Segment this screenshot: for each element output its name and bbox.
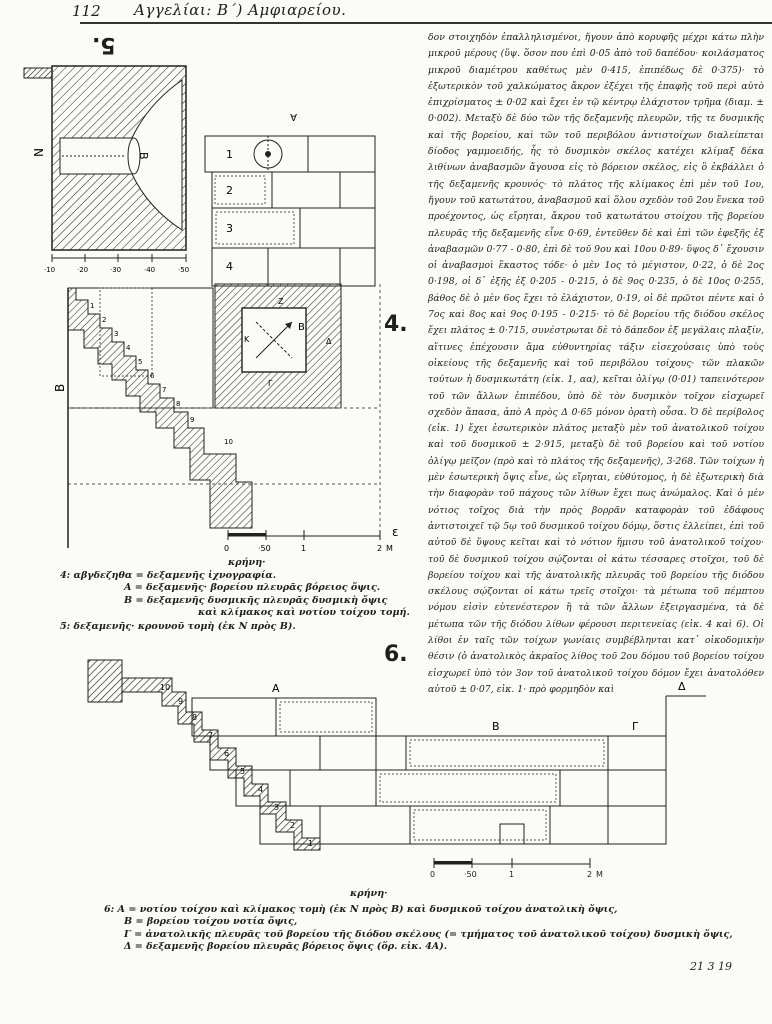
header-rule (80, 22, 772, 24)
fig4-course-number: 1 (226, 148, 233, 161)
fig6-step-number: 5 (240, 767, 246, 776)
fig4-scale-tick: 0 (224, 544, 230, 553)
fig4-label-e: ε (392, 525, 399, 539)
fig4-step-number: 4 (126, 344, 131, 352)
body-paragraph: δον στοιχηδὸν ἐπαλληλισμένοι, ἤγουν ἀπὸ κορυφῆς μέχρι κάτω πλὴν μικροῦ μέρους (ὕψ. ὅσον που ἐπὶ 0·05 ἀπὸ τοῦ δαπέδου· κοιλάσματος μικροῦ διαμέτρου καθέτως μὲν 0·415, ἐπιπέδως δὲ 0·375)· τὸ ἐξωτερικὸν τοῦ χαλκώματος ἄκρον ἐξέχει τῆς ἐπαφῆς τοῦ περὶ αὐτὸ ἐπιχρίσματος ± 0·02 καὶ ἔχει ἐν τῷ κέντρῳ ἐλάχιστον τρῆμα (διαμ. ± 0·002). Μεταξὺ δὲ δύο τῶν τῆς δεξαμενῆς πλευρῶν, τῆς τε δυσμικῆς καὶ τῆς βορείου, καὶ τῶν τοῦ περιβόλου ἀντιστοίχων διαλείπεται δίοδος γαμμοειδής, ἧς τὸ δυσμικὸν σκέλος κατέχει κλίμαξ δέκα λιθίνων ἀναβασμῶν ἄγουσα εἰς τὸ βόρειον σκέλος, εἰς ὃ ἐκβάλλει ὁ τῆς δεξαμενῆς κρουνός· τὸ πλάτος τῆς κλίμακος ἐπὶ μὲν τοῦ 1ου, ἤγουν τοῦ κατωτάτου, ἀναβασμοῦ καὶ ὅλου σχεδὸν τοῦ 2ου ἕνεκα τοῦ προέχοντος, ὡς εἴρηται, ἄκρου τοῦ κατωτάτου στοίχου τῆς βορείου πλευρᾶς τῆς δεξαμενῆς εἶνε 0·69, ἐντεῦθεν δὲ καὶ ἐπὶ τῶν ἐφεξῆς ἐξ ἀναβασμῶν 0·77 - 0·80, ἐπὶ δὲ τοῦ 9ου καὶ 10ου 0·89· ὕψος δ᾽ ἔχουσιν οἱ ἀναβασμοὶ ἕκαστος τόδε· ὁ μὲν 1ος τὸ μέγιστον, 0·22, ὁ δὲ 2ος 0·198, οἱ δ᾽ ἐξῆς ἐξ 0·205 - 0·215, ὁ δὲ 9ος 0·235, ὁ δὲ 10ος 0·255, βάθος δὲ ὁ μὲν 6ος ἔχει τὸ ἐλάχιστον, 0·19, οἱ δὲ πρῶτοι πέντε καὶ ὁ 7ος καὶ 8ος καὶ 9ος 0·195 - 0·215· τὸ δὲ βορείου τῆς διόδου σκέλος ἔχει πλάτος ± 0·715, συνέστρωται δὲ τὸ δάπεδον ἐξ μεγάλαις πλαξίν, αἵτινες ἐπέχουσιν ἅμα εὐθυντηρίας τάξιν εἰσεχούσαις ὑπὸ τοὺς οἰκείους τῆς δεξαμενῆς καὶ τοῦ περιβόλου τοίχους· τῶν πλακῶν τούτων ἡ δυσμικωτάτη (εἰκ. 1, αα), κεῖται ὀλίγῳ (0·01) ταπεινότερον τοῦ τῶν ἄλλων ἐπιπέδου, ὑπὸ δὲ τὸν δυσμικὸν τοῖχον εἰσχωρεῖ σχεδὸν ἅπασα, ἀπὸ Α πρὸς Δ 0·65 μόνον ὁρατὴ οὖσα. Ὁ δὲ περίβολος (εἰκ. 1) ἔχει ἐσωτερικὸν πλάτος μεταξὺ μὲν τοῦ ἀνατολικοῦ τοίχου καὶ τοῦ δυσμικοῦ ± 2·915, μεταξὺ δὲ τοῦ βορείου καὶ τοῦ νοτίου ὀλίγῳ μεῖζον (πρὸ καὶ τὸ πλάτος τῆς δεξαμενῆς), 3·268. Τῶν τοίχων ἡ μὲν ἐσωτερικὴ ὄψις εἶνε, ὡς εἴρηται, εὐθύτομος, ἡ δὲ ἐξωτερικὴ διὰ τὴν διαφορὰν τοῦ πάχους τῶν λίθων ἔχει πως ἀνώμαλος. Καὶ ὁ μὲν νότιος τοῖχος διὰ τὴν πρὸς βορρᾶν καταφορὰν τοῦ ἐδάφους ἀντιστοιχεῖ τῷ 5ῳ τοῦ δυσμικοῦ τοίχου δόμῳ, ὅστις ἐλλείπει, ἐπὶ τοῦ αὐτοῦ δὲ ὕψους κεῖται καὶ τὸ νότιον ἥμισυ τοῦ ἀνατολικοῦ τοίχου· τοῦ δὲ δυσμικοῦ τοίχου σῴζονται οἱ κάτω τέσσαρες στοῖχοι, τοῦ δὲ βορείου τοίχου καὶ τῆς ἀνατολικῆς πλευρᾶς τοῦ βορείου τῆς διόδου σκέλους σῴζονται οἱ κάτω τρεῖς στοῖχοι· τὰ μέτωπα τοῦ πέμπτου νόμου εἰσὶν εὐτενέστερον ἢ τὰ τῶν ἄλλων ἐξειργασμένα, τὰ δὲ μέτωπα τῶν τῆς διόδου λίθων φέρουσι περιτενείας (εἰκ. 4 καὶ 6). Οἱ λίθοι ἐν ταῖς τῶν τοίχων γωνίαις συμβέβληνται κατ᾽ οἰκοδομικὴν θέσιν (ὁ ἀνατολικὸς ἀκραῖος λίθος τοῦ 2ου δόμου τοῦ βορείου τοίχου εἰσχωρεῖ ὑπὸ τὸν 3ον τοῦ ἀνατολικοῦ τοίχου δόμον ἔχει ἀνατολόθεν αὐτοῦ ± 0·07, εἰκ. 1· πρὸ φορμηδὸν καὶ (428, 32, 764, 695)
fig5-scale-tick: ·10 (44, 266, 56, 274)
fig6-wall (192, 696, 706, 844)
fig6-caption (104, 904, 733, 953)
fig4-step-number: 7 (162, 386, 167, 394)
fig4-label-b: Β (298, 322, 305, 333)
fig4-step-number: 2 (102, 316, 107, 324)
date-signature: 21 3 19 (690, 960, 732, 973)
body-text (428, 30, 764, 698)
caption-line: Β = δεξαμενῆς δυσμικῆς πλευρᾶς δυσμικὴ ὄψις (124, 594, 388, 606)
fig6-scale-unit: Μ (596, 870, 603, 879)
fig6-step-number: 6 (224, 749, 230, 758)
fig6-step-number: 1 (308, 839, 314, 848)
fig5-scale-tick: ·50 (178, 266, 190, 274)
fig6-scale-fill (434, 861, 472, 864)
caption-line: Α = δεξαμενῆς· βορείου πλευρᾶς βόρειος ὄψις. (124, 582, 381, 594)
fig6-drawing (80, 656, 720, 876)
fig4-scale-unit: Μ (386, 544, 393, 553)
fig4-scale-label: κρήνη· (228, 557, 266, 568)
fig5-label-n: Ν (31, 148, 45, 157)
fig4-step-number: 9 (190, 416, 195, 424)
fig5-label-b: Β (137, 152, 150, 160)
caption-line: καὶ κλίμακος καὶ νοτίου τοίχου τομή. (198, 606, 410, 618)
fig4-scale-tick: ·50 (258, 544, 271, 553)
fig6-step-number: 4 (258, 785, 264, 794)
fig5-scale-tick: ·30 (110, 266, 122, 274)
fig4-caption (60, 570, 410, 633)
fig6-step-number: 7 (208, 731, 214, 740)
fig6-step-number: 3 (274, 803, 280, 812)
fig4-step-number: 5 (138, 358, 143, 366)
fig6-scale-tick: 2 (587, 870, 593, 879)
fig6-number: 6. (384, 642, 408, 667)
running-title: Αγγελίαι: Β΄) Αμφιαρείου. (134, 1, 347, 19)
fig5-scale-tick: ·40 (144, 266, 156, 274)
fig4-label-v: Β (53, 383, 67, 392)
fig4-course-number: 4 (226, 260, 233, 273)
fig4-drawing (40, 108, 420, 560)
fig6-label-a: Α (272, 682, 280, 695)
fig6-step-number: 9 (178, 697, 184, 706)
fig4-label-z: Ζ (278, 297, 284, 306)
caption-line: Β = βορείου τοίχου νοτία ὄψις, (124, 916, 298, 928)
fig5-number: 5. (92, 32, 116, 57)
fig4-step-number: 1 (90, 302, 95, 310)
caption-line: Δ = δεξαμενῆς βορείου πλευρᾶς βόρειος ὄψις (ὅρ. εἰκ. 4Α). (124, 940, 448, 952)
fig4-label-k: Κ (244, 335, 250, 344)
caption-line: 5: δεξαμενῆς· κρουνοῦ τομὴ (ἐκ Ν πρὸς Β). (60, 621, 296, 633)
fig6-scale-labels (430, 870, 630, 884)
fig4-scale-fill (228, 533, 266, 536)
fig6-label-d: Δ (678, 680, 686, 693)
fig6-step-number: 8 (192, 713, 198, 722)
fig4-scale-tick: 2 (377, 544, 383, 553)
fig5-scale-tick: ·20 (77, 266, 89, 274)
fig4-label-g: Γ (268, 379, 273, 388)
fig4-course-number: 3 (226, 222, 233, 235)
caption-line: Γ = ἀνατολικῆς πλευρᾶς τοῦ βορείου τῆς διόδου σκέλους (= τμήματος τοῦ ἀνατολικοῦ τοίχου) δυσμικὴ ὄψις, (124, 928, 733, 940)
caption-line: 4: αβγδεζηθα = δεξαμενῆς ἰχνογραφία. (60, 570, 277, 581)
fig6-scale-tick: ·50 (464, 870, 477, 879)
fig5-wall-stub (24, 68, 52, 78)
page-header (72, 0, 772, 24)
fig6-step-number: 2 (290, 821, 296, 830)
fig6-scale-tick: 1 (509, 870, 515, 879)
fig4-step-number: 3 (114, 330, 119, 338)
fig6-top-block (88, 660, 122, 702)
fig6-scale-tick: 0 (430, 870, 436, 879)
fig6-step-number: 10 (160, 683, 171, 692)
fig4-course-number: 2 (226, 184, 233, 197)
fig4-scale-tick: 1 (301, 544, 307, 553)
fig4-step-number: 10 (224, 438, 233, 446)
fig6-scale-label: κρήνη· (350, 888, 388, 899)
fig4-number: 4. (384, 312, 408, 337)
fig6-label-b: Β (492, 720, 500, 733)
fig4-label-a: Α (290, 111, 297, 122)
fig6-label-g: Γ (632, 720, 639, 733)
caption-line: 6: Α = νοτίου τοίχου καὶ κλίμακος τομὴ (ἐκ Ν πρὸς Β) καὶ δυσμικοῦ τοίχου ἀνατολικὴ ὄψις, (104, 904, 618, 915)
fig4-label-d: Δ (326, 337, 332, 346)
fig4-step-number: 6 (150, 372, 155, 380)
page-number: 112 (72, 2, 101, 20)
fig4-step-number: 8 (176, 400, 181, 408)
